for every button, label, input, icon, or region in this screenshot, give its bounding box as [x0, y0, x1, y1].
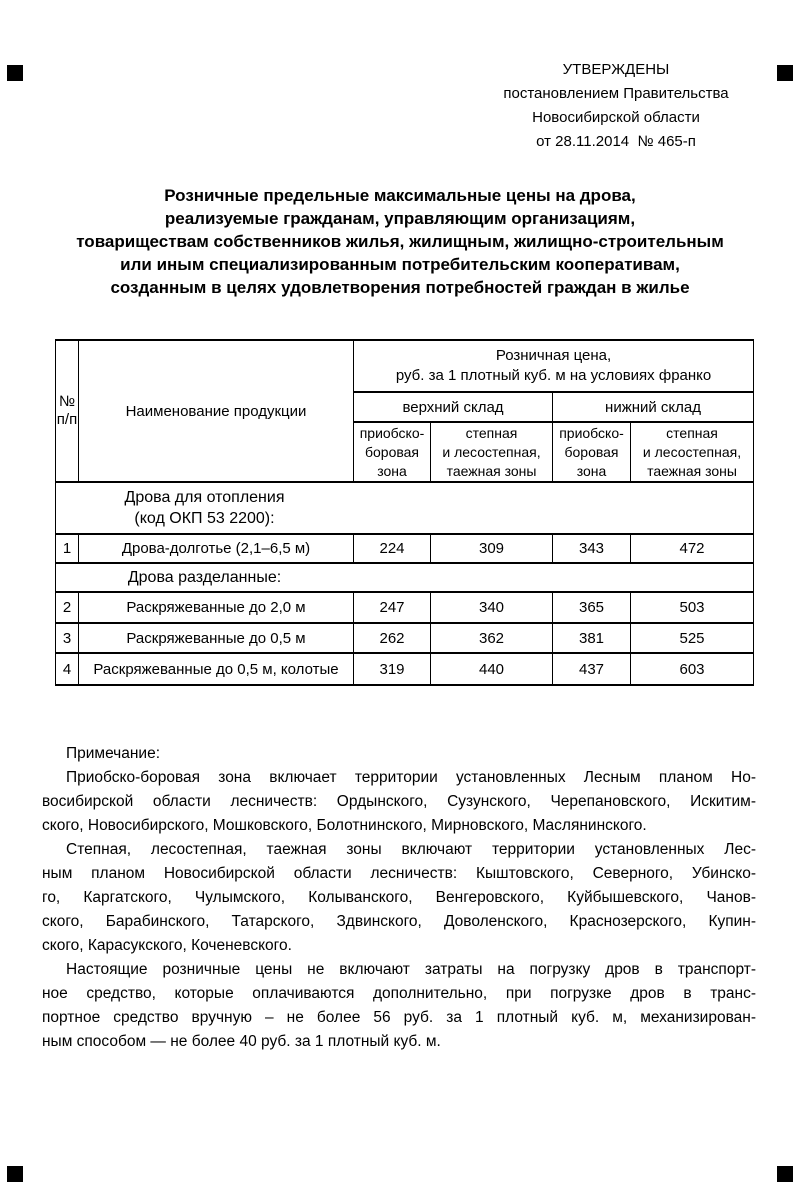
zone-line: и лесостепная,	[642, 443, 742, 460]
zone-line: и лесостепная,	[442, 443, 541, 460]
corner-mark-bottom-right	[777, 1166, 793, 1182]
row-value: 603	[631, 653, 754, 685]
row-value: 437	[553, 653, 631, 685]
note-line: ского, Карасукского, Коченевского.	[42, 937, 292, 954]
row-value: 247	[354, 592, 431, 623]
header-price-line: руб. за 1 плотный куб. м на условиях франко	[395, 367, 712, 384]
row-value: 362	[431, 623, 553, 653]
header-cell-lower-warehouse: нижний склад	[553, 392, 754, 422]
section-text	[56, 567, 353, 588]
note-line: ным планом Новосибирской области лесничеств: Кыштовского, Северного, Убинско-	[42, 865, 756, 882]
row-num: 1	[56, 534, 79, 563]
table-row	[56, 623, 754, 653]
title-line: Розничные предельные максимальные цены на дрова,	[164, 186, 636, 205]
corner-mark-top-right	[777, 65, 793, 81]
row-value: 381	[553, 623, 631, 653]
section-cell	[56, 563, 754, 592]
note-line: ное средство, которые оплачиваются дополнительно, при погрузке дров в транс-	[42, 985, 756, 1002]
header-cell-price	[354, 340, 754, 392]
title-line: созданным в целях удовлетворения потребностей граждан в жилье	[110, 278, 690, 297]
note-line: ского, Новосибирского, Мошковского, Болотнинского, Мирновского, Маслянинского.	[42, 817, 647, 834]
row-value: 343	[553, 534, 631, 563]
section-line: Дрова для отопления	[124, 489, 285, 506]
approval-block	[480, 58, 752, 154]
section-line: (код ОКП 53 2200):	[134, 510, 275, 527]
row-value: 503	[631, 592, 754, 623]
note-line: ным способом — не более 40 руб. за 1 плотный куб. м.	[42, 1033, 441, 1050]
title-line: реализуемые гражданам, управляющим организациям,	[164, 209, 636, 228]
header-cell-zone	[431, 422, 553, 482]
note-line: Степная, лесостепная, таежная зоны включают территории установленных Лес-	[66, 841, 756, 858]
row-value: 365	[553, 592, 631, 623]
page-title	[20, 184, 780, 299]
document-page	[0, 58, 800, 1189]
zone-line: таежная зоны	[446, 462, 537, 479]
note-line: ского, Барабинского, Татарского, Здвинского, Доволенского, Краснозерского, Купин-	[42, 913, 756, 930]
table-row	[56, 592, 754, 623]
section-row	[56, 563, 754, 592]
row-value: 262	[354, 623, 431, 653]
row-value: 525	[631, 623, 754, 653]
notes-label: Примечание:	[66, 745, 161, 762]
section-line: Дрова разделанные:	[127, 569, 282, 586]
note-line: го, Каргатского, Чулымского, Колыванского, Венгеровского, Куйбышевского, Чанов-	[42, 889, 756, 906]
row-num: 2	[56, 592, 79, 623]
row-value: 224	[354, 534, 431, 563]
note-line: Настоящие розничные цены не включают затраты на погрузку дров в транспорт-	[66, 961, 756, 978]
approval-line: УТВЕРЖДЕНЫ	[562, 61, 670, 78]
header-cell-num	[56, 340, 79, 482]
header-cell-zone	[553, 422, 631, 482]
approval-line: Новосибирской области	[532, 109, 700, 126]
zone-line: зона	[377, 462, 407, 479]
section-row	[56, 482, 754, 534]
approval-line: от 28.11.2014 № 465-п	[536, 133, 696, 150]
title-line: товариществам собственников жилья, жилищным, жилищно-строительным	[76, 232, 724, 251]
notes-section	[42, 742, 756, 1054]
header-cell-product: Наименование продукции	[79, 340, 354, 482]
header-num-line: п/п	[56, 411, 78, 428]
title-line: или иным специализированным потребительским кооперативам,	[120, 255, 680, 274]
row-name: Дрова-долготье (2,1–6,5 м)	[79, 534, 354, 563]
zone-line: таежная зоны	[647, 462, 737, 479]
zone-line: приобско-	[559, 424, 624, 441]
row-num: 3	[56, 623, 79, 653]
note-line: портное средство вручную – не более 56 руб. за 1 плотный куб. м, механизирован-	[42, 1009, 756, 1026]
table-row	[56, 653, 754, 685]
zone-line: приобско-	[359, 424, 425, 441]
header-cell-upper-warehouse: верхний склад	[354, 392, 553, 422]
zone-line: боровая	[564, 443, 619, 460]
approval-line: постановлением Правительства	[503, 85, 729, 102]
row-value: 472	[631, 534, 754, 563]
table-row	[56, 534, 754, 563]
row-name: Раскряжеванные до 2,0 м	[79, 592, 354, 623]
section-text	[56, 487, 353, 529]
zone-line: боровая	[364, 443, 420, 460]
row-value: 440	[431, 653, 553, 685]
corner-mark-bottom-left	[7, 1166, 23, 1182]
zone-line: степная	[465, 424, 518, 441]
header-price-line: Розничная цена,	[495, 347, 612, 364]
row-name: Раскряжеванные до 0,5 м	[79, 623, 354, 653]
row-value: 319	[354, 653, 431, 685]
header-cell-zone	[631, 422, 754, 482]
zone-line: степная	[666, 424, 718, 441]
row-value: 340	[431, 592, 553, 623]
row-name: Раскряжеванные до 0,5 м, колотые	[79, 653, 354, 685]
corner-mark-top-left	[7, 65, 23, 81]
table-header-row-1	[56, 340, 754, 392]
zone-line: зона	[576, 462, 607, 479]
row-num: 4	[56, 653, 79, 685]
note-line: Приобско-боровая зона включает территории установленных Лесным планом Но-	[66, 769, 756, 786]
price-table	[55, 339, 754, 686]
header-cell-zone	[354, 422, 431, 482]
row-value: 309	[431, 534, 553, 563]
section-cell	[56, 482, 754, 534]
note-line: восибирской области лесничеств: Ордынского, Сузунского, Черепановского, Искитим-	[42, 793, 756, 810]
header-num-line: №	[58, 393, 76, 410]
